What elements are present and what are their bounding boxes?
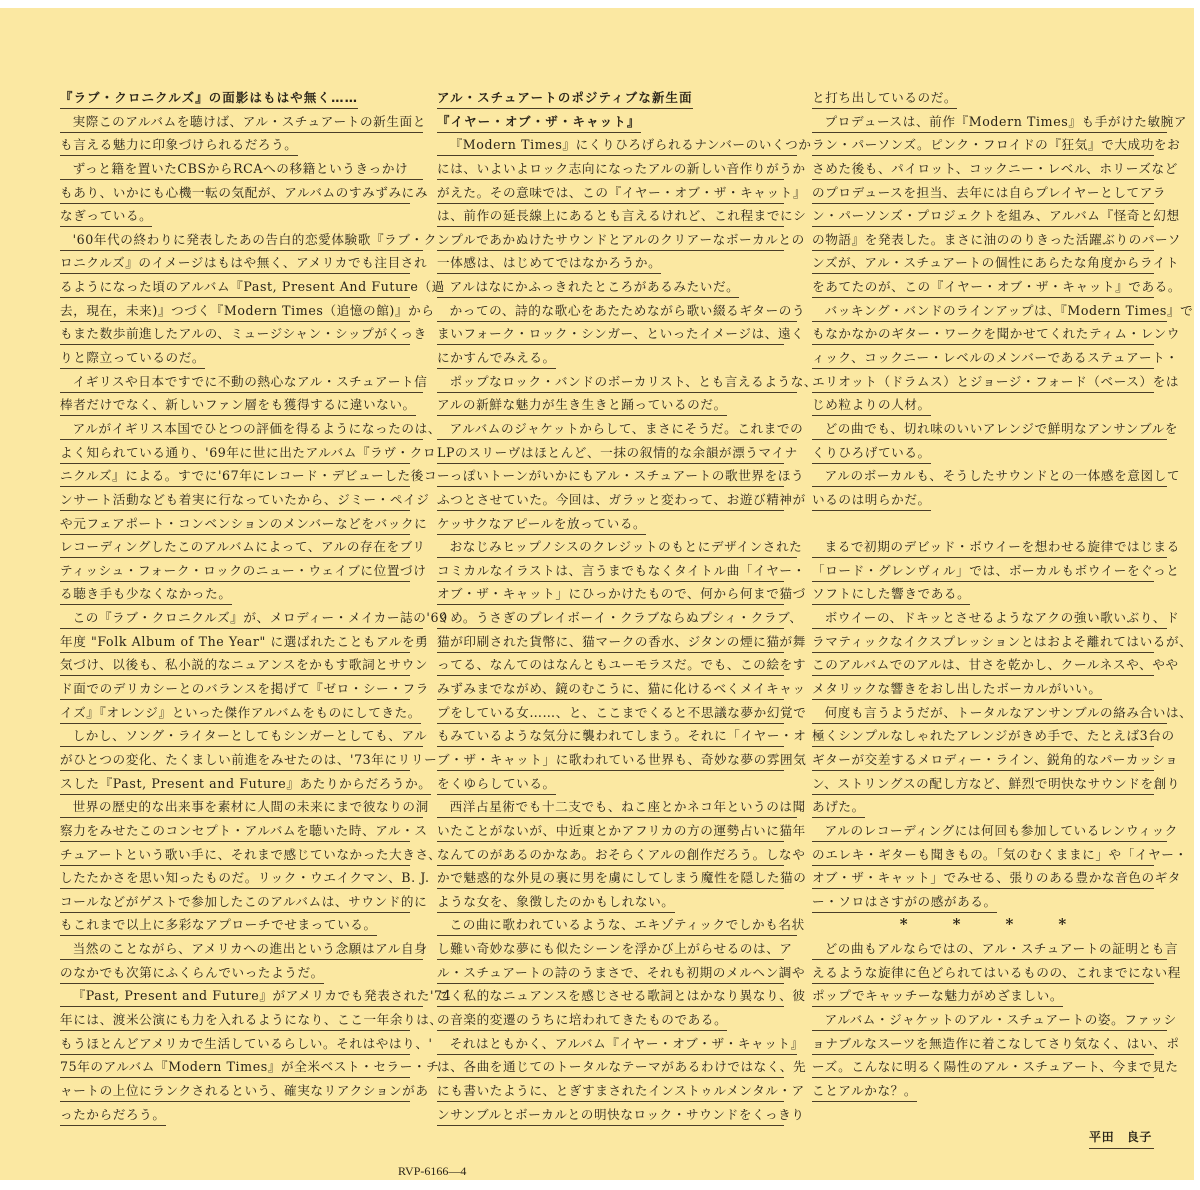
author-signature xyxy=(812,1128,1154,1152)
text-line xyxy=(437,608,803,632)
text-line xyxy=(60,561,427,585)
line-text: 当然のことながら、アメリカへの進出という念願はアル自身 xyxy=(60,939,423,960)
blank-line xyxy=(812,514,1154,538)
line-text: 年には、渡米公演にも力を入れるようになり、ここ一年余りは、 xyxy=(60,1010,410,1031)
line-text: ギターが交差するメロディー・ライン、鋭角的なパーカッショ xyxy=(812,750,1154,771)
line-text: 実際このアルバムを聴けば、アル・スチュアートの新生面と xyxy=(60,112,423,133)
line-text: えるような旋律に色どられてはいるものの、これまでにない程 xyxy=(812,963,1154,984)
line-text: ブ・ザ・キャット」に歌われている世界も、奇妙な夢の雰囲気 xyxy=(437,750,784,771)
line-text: 去，現在，未来)』つづく『Modern Times（追憶の館)』から xyxy=(60,301,410,322)
line-text: もうほとんどアメリカで生活しているらしい。それはやはり、' xyxy=(60,1034,410,1055)
line-text: ソフトにした響きである。 xyxy=(812,584,970,605)
text-line xyxy=(60,774,432,798)
line-text: ったからだろう。 xyxy=(60,1105,166,1126)
line-text: 『ラブ・クロニクルズ』の面影はもはや無く…… xyxy=(60,88,358,109)
line-text: る聴き手も少なくなかった。 xyxy=(60,584,232,605)
catalog-number: RVP-6166—4 xyxy=(398,1164,467,1178)
text-line xyxy=(812,112,1188,136)
line-text: それはともかく、アルバム『イヤー・オブ・ザ・キャット』 xyxy=(437,1034,797,1055)
line-text: コールなどがゲストで参加したこのアルバムは、サウンド的に xyxy=(60,892,410,913)
line-text: アルがイギリス本国でひとつの評価を得るようになったのは、 xyxy=(60,419,423,440)
text-line xyxy=(437,372,818,396)
text-line xyxy=(60,868,430,892)
line-text: ポップでキャッチーな魅力がめざましい。 xyxy=(812,986,1063,1007)
line-text: ずっと籍を置いたCBSからRCAへの移籍というきっかけ xyxy=(60,159,423,180)
line-text: 察力をみせたこのコンセプト・アルバムを聴いた時、アル・ス xyxy=(60,821,410,842)
line-text: をあてたのが、この『イヤー・オブ・ザ・キャット』である。 xyxy=(812,277,1154,298)
text-line xyxy=(60,372,428,396)
line-text: 75年のアルバム『Modern Times』が全米ベスト・セラー・チ xyxy=(60,1057,410,1078)
line-text: かっての、詩的な歌心をあたためながら歌い綴るギターのう xyxy=(437,301,797,322)
line-text: バッキング・バンドのラインアップは、『Modern Times』で xyxy=(812,301,1167,322)
line-text: アルバムのジャケットからして、まさにそうだ。これまでの xyxy=(437,419,797,440)
line-text: おなじみヒップノシスのクレジットのもとにデザインされた xyxy=(437,537,797,558)
text-line xyxy=(437,443,798,467)
line-text: どの曲でも、切れ味のいいアレンジで鮮明なアンサンブルを xyxy=(812,419,1167,440)
text-line xyxy=(60,986,452,1010)
line-text: の物語』を発表した。まさに油ののりきった活躍ぶりのパーソ xyxy=(812,230,1154,251)
line-text: 『Modern Times』にくりひろげられるナンバーのいくつか xyxy=(437,135,797,156)
line-text: ーズ。こんなに明るく陽性のアル・スチュアート、今まで見た xyxy=(812,1057,1154,1078)
text-line xyxy=(60,159,410,183)
text-line xyxy=(437,159,806,183)
line-text: ポップなロック・バンドのボーカリスト、とも言えるような、 xyxy=(437,372,797,393)
line-text: には、いよいよロック志向になったアルの新しい音作りがうか xyxy=(437,159,784,180)
line-text: ニクルズ』による。すでに'67年にレコード・デビューした後コ xyxy=(60,466,410,487)
line-text: ョナブルなスーツを無造作に着こなしてさり気なく、はい、ポ xyxy=(812,1034,1154,1055)
text-line xyxy=(437,892,784,916)
text-line xyxy=(812,253,1180,277)
text-line xyxy=(60,301,435,325)
text-line xyxy=(812,963,1181,987)
text-line xyxy=(437,726,807,750)
text-line xyxy=(60,915,410,939)
line-text: 棒者だけでなく、新しいファン層をも獲得するに違いない。 xyxy=(60,395,416,416)
text-line xyxy=(60,324,427,348)
text-line xyxy=(812,821,1178,845)
line-text: ケッサクなアピールを放っている。 xyxy=(437,514,646,535)
line-text: ー・ソロはさすがの感がある。 xyxy=(812,892,997,913)
text-line xyxy=(60,277,445,301)
line-text: がひとつの変化、たくましい前進をみせたのは、'73年にリリー xyxy=(60,750,410,771)
text-line xyxy=(437,348,784,372)
text-line xyxy=(437,797,806,821)
text-line xyxy=(812,348,1179,372)
line-text: じめ粒よりの人材。 xyxy=(812,395,931,416)
line-text: なんてのがあるのかなあ。おそらくアルの創作だろう。しなや xyxy=(437,845,784,866)
section-heading xyxy=(437,112,784,136)
text-line xyxy=(812,726,1175,750)
text-line xyxy=(812,324,1180,348)
line-text: レコーディングしたこのアルバムによって、アルの存在をブリ xyxy=(60,537,410,558)
section-heading xyxy=(437,88,784,112)
section-divider xyxy=(812,915,1154,939)
text-line xyxy=(437,1081,805,1105)
line-text: ド面でのデリカシーとのバランスを掲げて『ゼロ・シー・フラ xyxy=(60,679,410,700)
line-text: や元フェアポート・コンベンションのメンバーなどをバックに xyxy=(60,514,410,535)
line-text: るようになった頃のアルバム『Past, Present And Future（過 xyxy=(60,277,410,298)
text-line xyxy=(60,1034,433,1058)
text-line xyxy=(60,655,429,679)
text-line xyxy=(437,986,806,1010)
line-text: と打ち出しているのだ。 xyxy=(812,88,957,109)
line-text: ンズが、アル・スチュアートの個性にあらたな角度からライト xyxy=(812,253,1154,274)
text-line xyxy=(812,301,1194,325)
line-text: もこれまで以上に多彩なアプローチでせまっている。 xyxy=(60,915,377,936)
line-text: この曲に歌われているような、エキゾティックでしかも名状 xyxy=(437,915,797,936)
line-text: くめ。うさぎのプレイボーイ・クラブならぬプシィ・クラブ、 xyxy=(437,608,784,629)
text-line xyxy=(437,963,806,987)
text-line xyxy=(60,797,429,821)
line-text: しかし、ソング・ライターとしてもシンガーとしても、アル xyxy=(60,726,423,747)
line-text: まいフォーク・ロック・シンガー、といったイメージは、遠く xyxy=(437,324,784,345)
line-text: プをしている女……、と、ここまでくると不思議な夢か幻覚で xyxy=(437,703,784,724)
line-text: ーっぽいトーンがいかにもアル・スチュアートの歌世界をほう xyxy=(437,466,784,487)
line-text: まるで初期のデビッド・ボウイーを想わせる旋律ではじまる xyxy=(812,537,1167,558)
text-line xyxy=(437,561,806,585)
text-line xyxy=(60,821,428,845)
text-line xyxy=(60,608,448,632)
text-line xyxy=(60,939,428,963)
line-text: 何度も言うようだが、トータルなアンサンブルの絡み合いは、 xyxy=(812,703,1167,724)
line-text: アルはなにかふっきれたところがあるみたいだ。 xyxy=(437,277,739,298)
line-text: かで魅惑的な外見の裏に男を虜にしてしまう魔性を隠した猫の xyxy=(437,868,784,889)
text-line xyxy=(60,112,426,136)
line-text: は、各曲を通じてのトータルなテーマがあるわけではなく、先 xyxy=(437,1057,784,1078)
line-text: にかすんでみえる。 xyxy=(437,348,556,369)
liner-notes-page xyxy=(0,8,1194,1180)
line-text: ンサンブルとボーカルとの明快なロック・サウンドをくっきり xyxy=(437,1105,784,1126)
text-line xyxy=(812,183,1167,207)
text-line xyxy=(60,963,410,987)
text-line xyxy=(812,655,1179,679)
text-line xyxy=(60,443,437,467)
line-text: のなかでも次第にふくらんでいったようだ。 xyxy=(60,963,324,984)
line-text: 「ロード・グレンヴィル」では、ボーカルもボウイーをぐっと xyxy=(812,561,1154,582)
text-line xyxy=(60,395,416,419)
text-line xyxy=(812,797,1154,821)
line-text: のエレキ・ギターも聞きもの。「気のむくままに」や「イヤー・ xyxy=(812,845,1154,866)
text-line xyxy=(812,632,1193,656)
text-line xyxy=(60,845,442,869)
text-line xyxy=(437,845,806,869)
text-line xyxy=(437,135,812,159)
line-text: アルバム・ジャケットのアル・スチュアートの姿。ファッシ xyxy=(812,1010,1167,1031)
line-text: さめた後も、パイロット、コックニー・レベル、ホリーズなど xyxy=(812,159,1154,180)
text-line xyxy=(437,395,784,419)
text-line xyxy=(60,183,429,207)
text-line xyxy=(60,514,428,538)
line-text: オブ・ザ・キャット」にひっかけたもので、何から何まで猫づ xyxy=(437,584,784,605)
text-line xyxy=(437,183,807,207)
text-line xyxy=(437,466,805,490)
line-text: あげた。 xyxy=(812,797,865,818)
line-text: アルのボーカルも、そうしたサウンドとの一体感を意図して xyxy=(812,466,1167,487)
text-line xyxy=(60,892,428,916)
line-text: ふつとさせていた。今回は、ガラッと変わって、お遊び精神が xyxy=(437,490,784,511)
text-line xyxy=(437,632,806,656)
text-line xyxy=(812,608,1180,632)
line-text: 気づけ、以後も、私小説的なニュアンスをかもす歌詞とサウン xyxy=(60,655,410,676)
line-text: 世界の歴史的な出来事を素材に人間の未来にまで彼なりの洞 xyxy=(60,797,423,818)
line-text: ボウイーの、ドキッとさせるようなアクの強い歌いぶり、ド xyxy=(812,608,1167,629)
text-line xyxy=(60,750,438,774)
text-line xyxy=(812,88,1154,112)
blank-line xyxy=(812,1105,1154,1129)
line-text: ティッシュ・フォーク・ロックのニュー・ウェイブに位置づけ xyxy=(60,561,410,582)
text-line xyxy=(812,892,1154,916)
text-line xyxy=(437,537,803,561)
line-text: プロデュースは、前作『Modern Times』も手がけた敏腕ア xyxy=(812,112,1167,133)
text-line xyxy=(812,703,1193,727)
text-line xyxy=(812,277,1182,301)
text-line xyxy=(812,584,1154,608)
line-text: イギリスや日本ですでに不動の熱心なアル・スチュアート信 xyxy=(60,372,423,393)
line-text: くりひろげている。 xyxy=(812,443,931,464)
line-text: よく知られている通り、'69年に世に出たアルバム『ラヴ・クロ xyxy=(60,443,410,464)
text-line xyxy=(60,703,421,727)
line-text: ン、ストリングスの配し方など、鮮烈で明快なサウンドを創り xyxy=(812,774,1154,795)
text-line xyxy=(60,419,442,443)
text-line xyxy=(437,703,807,727)
text-line xyxy=(812,230,1181,254)
line-text: みずみまでながめ、鏡のむこうに、猫に化けるべくメイキャッ xyxy=(437,679,784,700)
text-line xyxy=(437,774,784,798)
line-text: ことアルかな？。 xyxy=(812,1081,917,1102)
line-text: にも書いたように、とぎすまされたインストゥルメンタル・ア xyxy=(437,1081,784,1102)
text-line xyxy=(60,206,410,230)
line-text: ごく私的なニュアンスを感じさせる歌詞とはかなり異なり、彼 xyxy=(437,986,784,1007)
text-line xyxy=(437,584,806,608)
line-text: どの曲もアルならではの、アル・スチュアートの証明とも言 xyxy=(812,939,1167,960)
line-text: をくゆらしている。 xyxy=(437,774,556,795)
line-text: スした『Past, Present and Future』あたりからだろうか。 xyxy=(60,774,431,795)
line-text: も言える魅力に印象づけられるだろう。 xyxy=(60,135,298,156)
text-line xyxy=(437,230,805,254)
text-line xyxy=(437,915,805,939)
text-line xyxy=(60,1081,429,1105)
line-text: りと際立っているのだ。 xyxy=(60,348,205,369)
text-line xyxy=(60,253,428,277)
line-text: ラマティックなイクスプレッションとはおよそ離れてはいるが、 xyxy=(812,632,1154,653)
text-line xyxy=(812,750,1179,774)
text-line xyxy=(812,466,1181,490)
text-line xyxy=(437,868,807,892)
line-text: いるのは明らかだ。 xyxy=(812,490,931,511)
text-line xyxy=(812,774,1181,798)
line-text: いたことがないが、中近東とかアフリカの方の運勢占いに猫年 xyxy=(437,821,784,842)
text-line xyxy=(812,939,1179,963)
text-line xyxy=(812,1034,1180,1058)
text-line xyxy=(437,1057,807,1081)
line-text: アル・スチュアートのポジティブな新生面 xyxy=(437,88,693,109)
text-line xyxy=(812,1081,1154,1105)
line-text: もみているような気分に襲われてしまう。それに「イヤー・オ xyxy=(437,726,784,747)
line-text: アルの新鮮な魅力が生き生きと踊っているのだ。 xyxy=(437,395,727,416)
line-text: は、前作の延長線上にあるとも言えるけれど、これ程までにシ xyxy=(437,206,784,227)
line-text: 西洋占星術でも十二支でも、ねこ座とかネコ年というのは聞 xyxy=(437,797,797,818)
line-text: LPのスリーヴはほとんど、一抹の叙情的な余韻が漂うマイナ xyxy=(437,443,784,464)
text-line xyxy=(60,537,426,561)
text-line xyxy=(812,159,1178,183)
line-text: 極くシンプルなしゃれたアレンジがきめ手で、たとえば3台の xyxy=(812,726,1154,747)
text-line xyxy=(437,750,807,774)
text-line xyxy=(60,490,430,514)
line-text: 『イヤー・オブ・ザ・キャット』 xyxy=(437,112,641,133)
line-text: チュアートという歌い手に、それまで感じていなかった大きさ、 xyxy=(60,845,410,866)
line-text: ラン・パーソンズ。ピンク・フロイドの『狂気』で大成功をお xyxy=(812,135,1154,156)
text-line xyxy=(437,253,784,277)
text-line xyxy=(812,845,1188,869)
line-text: 『Past, Present and Future』がアメリカでも発表された'74 xyxy=(60,986,423,1007)
line-text: オブ・ザ・キャット」でみせる、張りのある豊かな音色のギタ xyxy=(812,868,1154,889)
section-heading xyxy=(60,88,410,112)
text-line xyxy=(60,679,429,703)
line-text: エリオット（ドラムス）とジョージ・フォード（ベース）をは xyxy=(812,372,1154,393)
line-text: コミカルなイラストは、言うまでもなくタイトル曲「イヤー・ xyxy=(437,561,784,582)
line-text: がえた。その意味では、この『イヤー・オブ・ザ・キャット』 xyxy=(437,183,784,204)
text-line xyxy=(437,821,806,845)
text-line xyxy=(60,726,428,750)
text-line xyxy=(437,939,793,963)
line-text: 猫が印刷された貨幣に、猫マークの香水、ジタンの煙に猫が舞 xyxy=(437,632,784,653)
text-line xyxy=(60,1057,440,1081)
line-text: * * * * xyxy=(899,915,1067,934)
text-line xyxy=(812,537,1180,561)
line-text: この『ラブ・クロニクルズ』が、メロディー・メイカー誌の'69 xyxy=(60,608,423,629)
text-line xyxy=(437,1105,805,1129)
text-line xyxy=(60,584,410,608)
text-line xyxy=(437,1010,784,1034)
line-text: ンプルであかぬけたサウンドとアルのクリアーなボーカルとの xyxy=(437,230,784,251)
line-text: '60年代の終わりに発表したあの告白的恋愛体験歌『ラブ・ク xyxy=(60,230,423,251)
text-line xyxy=(812,1057,1179,1081)
line-text: の音楽的変遷のうちに培われてきたものである。 xyxy=(437,1010,727,1031)
line-text: ル・スチュアートの詩のうまさで、それも初期のメルヘン調や xyxy=(437,963,784,984)
text-line xyxy=(812,419,1179,443)
line-text: メタリックな響きをおし出したボーカルがいい。 xyxy=(812,679,1102,700)
text-line xyxy=(437,514,784,538)
text-line xyxy=(437,1034,804,1058)
text-line xyxy=(437,277,784,301)
text-line xyxy=(812,490,1154,514)
line-text: このアルバムでのアルは、甘さを乾かし、クールネスや、やや xyxy=(812,655,1154,676)
text-line xyxy=(812,395,1154,419)
text-line xyxy=(437,655,807,679)
line-text: ャートの上位にランクされるという、確実なリアクションがあ xyxy=(60,1081,410,1102)
line-text: 一体感は、はじめてではなかろうか。 xyxy=(437,253,661,274)
line-text: イズ』『オレンジ』といった傑作アルバムをものにしてきた。 xyxy=(60,703,421,724)
line-text: ン・パーソンズ・プロジェクトを組み、アルバム『怪奇と幻想 xyxy=(812,206,1154,227)
line-text: ロニクルズ』のイメージはもはや無く、アメリカでも注目され xyxy=(60,253,410,274)
line-text: ィック、コックニー・レベルのメンバーであるステュアート・ xyxy=(812,348,1154,369)
line-text: したたかさを思い知ったものだ。リック・ウエイクマン、B. J. xyxy=(60,868,410,889)
text-line xyxy=(60,466,438,490)
line-text: もあり、いかにも心機一転の気配が、アルバムのすみずみにみ xyxy=(60,183,410,204)
text-line xyxy=(60,1010,443,1034)
line-text: 平田 良子 xyxy=(1089,1128,1154,1149)
text-line xyxy=(437,324,805,348)
line-text: ような女を、象徴したのかもしれない。 xyxy=(437,892,675,913)
text-line xyxy=(60,135,410,159)
text-line xyxy=(60,632,429,656)
text-line xyxy=(60,230,437,254)
text-line xyxy=(437,301,806,325)
text-line xyxy=(812,868,1181,892)
line-text: し難い奇妙な夢にも似たシーンを浮かび上がらせるのは、ア xyxy=(437,939,784,960)
text-line xyxy=(812,206,1180,230)
line-text: なぎっている。 xyxy=(60,206,152,227)
text-line xyxy=(812,1010,1177,1034)
text-line xyxy=(812,372,1180,396)
line-text: アルのレコーディングには何回も参加しているレンウィック xyxy=(812,821,1167,842)
text-line xyxy=(437,419,804,443)
column-2 xyxy=(437,88,818,1128)
column-1 xyxy=(60,88,452,1128)
text-line xyxy=(60,1105,410,1129)
line-text: もなかなかのギター・ワークを聞かせてくれたティム・レンウ xyxy=(812,324,1154,345)
text-line xyxy=(812,561,1180,585)
text-line xyxy=(437,206,807,230)
line-text: のプロデュースを担当、去年には自らプレイヤーとしてアラ xyxy=(812,183,1154,204)
text-line xyxy=(812,679,1154,703)
column-3 xyxy=(812,88,1194,1152)
text-line xyxy=(812,986,1154,1010)
text-line xyxy=(437,490,806,514)
line-text: ンサート活動なども着実に行なっていたから、ジミー・ペイジ xyxy=(60,490,410,511)
line-text: ってる、なんてのはなんともユーモラスだ。でも、この絵をす xyxy=(437,655,784,676)
text-line xyxy=(437,679,806,703)
line-text: もまた数歩前進したアルの、ミュージシャン・シップがくっき xyxy=(60,324,410,345)
text-line xyxy=(812,443,1154,467)
text-line xyxy=(812,135,1181,159)
line-text: 年度 "Folk Album of The Year" に選ばれたこともアルを勇 xyxy=(60,632,410,653)
text-line xyxy=(60,348,410,372)
